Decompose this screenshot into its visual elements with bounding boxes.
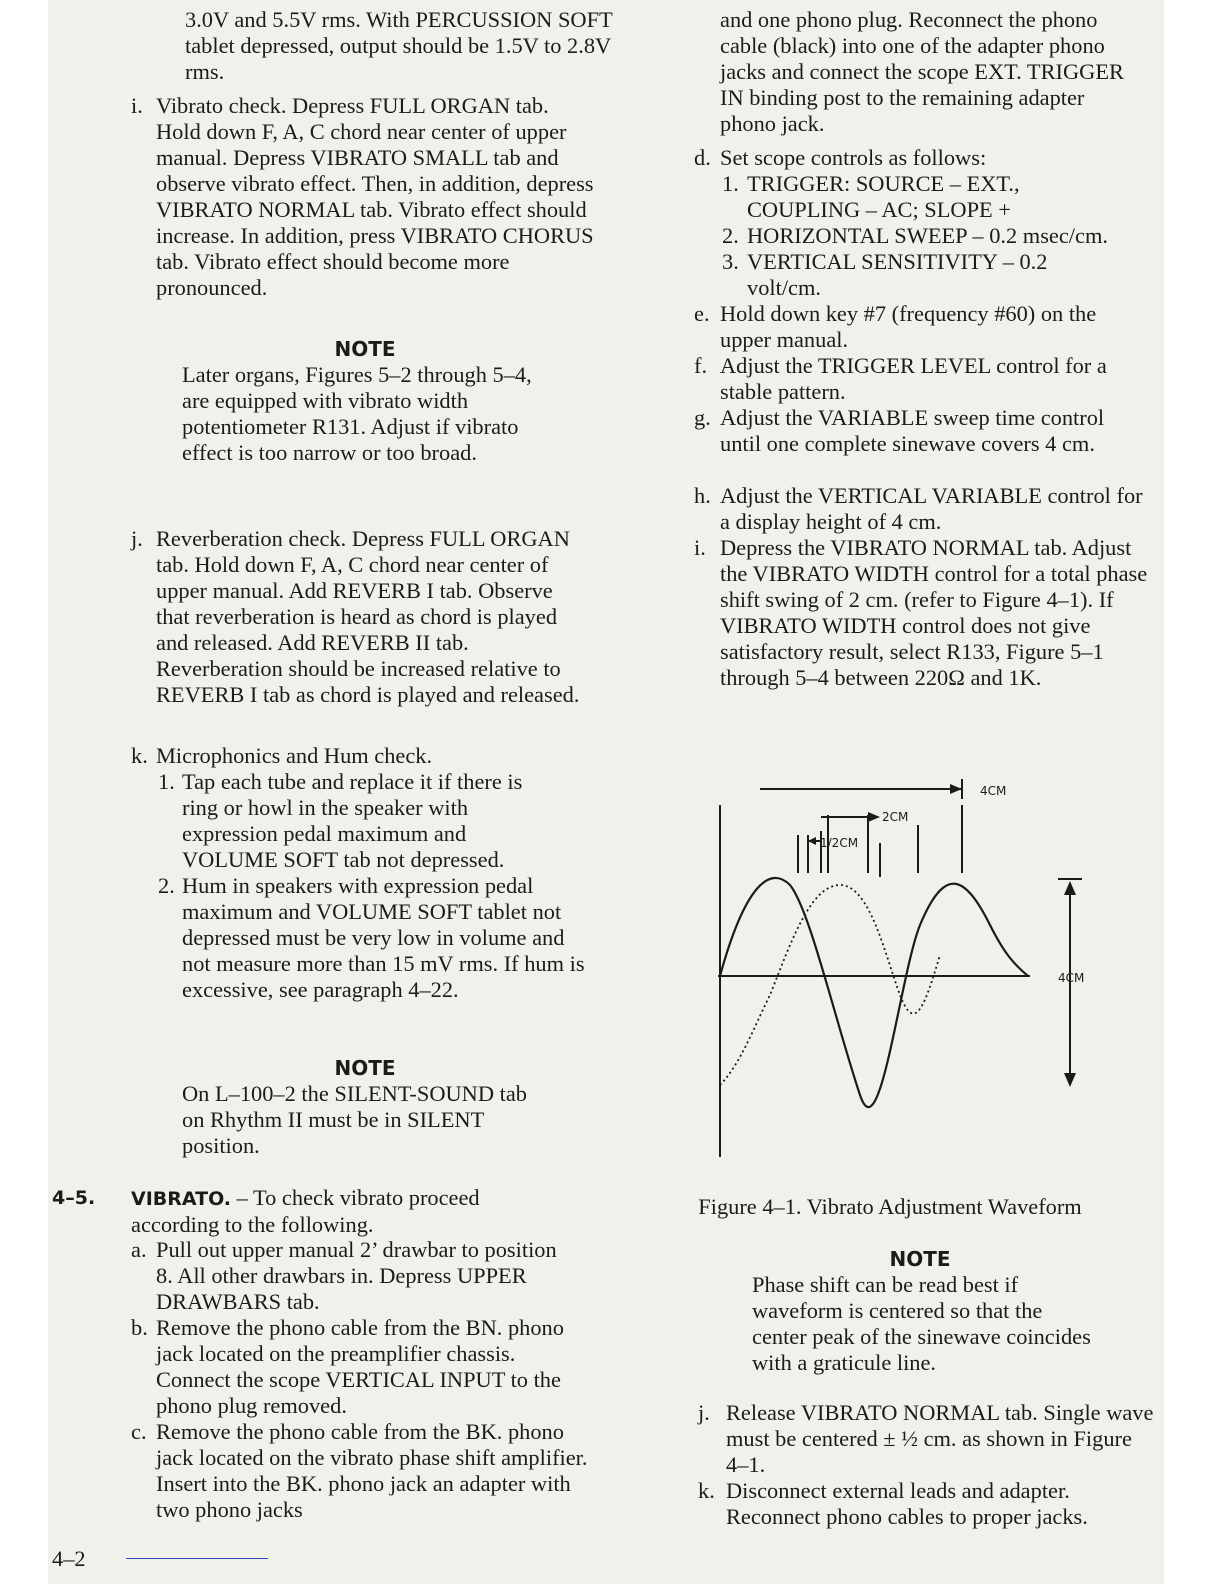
- step-5b-label: b.: [131, 1315, 148, 1340]
- step-i: [0, 93, 620, 336]
- left-column: [0, 7, 620, 1523]
- step-i-text: Vibrato check. Depress FULL ORGAN tab. Hold down F, A, C chord near center of upper manual. Depress VIBRATO SMALL tab and observe vibrato effect. Then, in addition, depress VIBRATO NORMAL tab. Vibrato effect should increase. In addition, press VIBRATO CHORUS tab. Vibrato effect should become more pronounced.: [156, 93, 594, 300]
- step-i-right: [610, 535, 1170, 717]
- step-5c-continuation: [610, 7, 1170, 145]
- step-j-label: j.: [131, 526, 143, 551]
- sinewave-shifted: [720, 885, 940, 1085]
- section-number: 4–5.: [52, 1187, 96, 1209]
- step-k2-text: Hum in speakers with expression pedal maximum and VOLUME SOFT tablet not depressed must be very low in volume and not measure more than 15 mV rms. If hum is excessive, see paragraph 4–22.: [182, 873, 585, 1002]
- note-2-text: On L–100–2 the SILENT-SOUND tab on Rhythm II must be in SILENT position.: [182, 1081, 527, 1158]
- step-5c-cont-text: and one phono plug. Reconnect the phono cable (black) into one of the adapter phono jacks and connect the scope EXT. TRIGGER IN binding post to the remaining adapter phono jack.: [720, 7, 1124, 136]
- step-e-text: Hold down key #7 (frequency #60) on the upper manual.: [720, 301, 1097, 352]
- step-j: [0, 526, 620, 743]
- step-k-text: Microphonics and Hum check.: [156, 743, 433, 768]
- label-4cm-side: 4CM: [1058, 971, 1085, 985]
- step-i-right-text: Depress the VIBRATO NORMAL tab. Adjust the VIBRATO WIDTH control for a total phase shift swing of 2 cm. (refer to Figure 4–1). If VIBRATO WIDTH control does not give satisfactory result, select R133, Figure 5–1 through 5–4 between 220Ω and 1K.: [720, 535, 1148, 690]
- step-d3-label: 3.: [722, 249, 739, 274]
- vibrato-waveform-figure: [700, 765, 1100, 1165]
- step-d: [610, 145, 1170, 171]
- step-d-text: Set scope controls as follows:: [720, 145, 987, 170]
- step-5a: [0, 1237, 620, 1315]
- section-4-5-heading: [0, 1185, 620, 1237]
- step-g-text: Adjust the VARIABLE sweep time control until one complete sinewave covers 4 cm.: [720, 405, 1105, 456]
- step-d2-label: 2.: [722, 223, 739, 248]
- step-k2-label: 2.: [158, 873, 175, 898]
- step-k-label: k.: [131, 743, 148, 768]
- step-5b-text: Remove the phono cable from the BN. phono jack located on the preamplifier chassis. Connect the scope VERTICAL INPUT to the phono plug removed.: [156, 1315, 564, 1418]
- step-j-right-text: Release VIBRATO NORMAL tab. Single wave must be centered ± ½ cm. as shown in Figure 4–1.: [726, 1400, 1154, 1477]
- step-d3-text: VERTICAL SENSITIVITY – 0.2 volt/cm.: [747, 249, 1048, 300]
- figure-caption: Figure 4–1. Vibrato Adjustment Waveform: [698, 1194, 1082, 1219]
- step-k2: [0, 873, 620, 1055]
- step-j-right-label: j.: [698, 1400, 710, 1425]
- step-f: [610, 353, 1170, 405]
- section-title: VIBRATO.: [131, 1188, 232, 1210]
- step-h-text: Adjust the VERTICAL VARIABLE control for a display height of 4 cm.: [720, 483, 1143, 534]
- step-d-label: d.: [694, 145, 711, 170]
- step-d2-text: HORIZONTAL SWEEP – 0.2 msec/cm.: [747, 223, 1108, 248]
- step-e: [610, 301, 1170, 353]
- note-3-heading: NOTE: [889, 1247, 951, 1271]
- footer-rule: [126, 1558, 268, 1559]
- label-4cm-top: 4CM: [980, 784, 1007, 798]
- step-f-label: f.: [694, 353, 708, 378]
- label-2cm: 2CM: [882, 810, 909, 824]
- note-2: [0, 1055, 620, 1185]
- step-k1-label: 1.: [158, 769, 175, 794]
- note-2-heading: NOTE: [334, 1056, 396, 1080]
- figure-caption-block: [610, 1194, 1170, 1220]
- note-1: [0, 336, 620, 526]
- step-e-label: e.: [694, 301, 710, 326]
- step-5c-label: c.: [131, 1419, 147, 1444]
- step-5a-text: Pull out upper manual 2’ drawbar to position 8. All other drawbars in. Depress UPPER DRAWBARS tab.: [156, 1237, 557, 1314]
- section-intro-text: – To check vibrato proceed according to the following.: [131, 1185, 480, 1237]
- page-number: 4–2: [52, 1546, 86, 1571]
- sinewave-solid: [720, 878, 1028, 1107]
- step-g-label: g.: [694, 405, 711, 430]
- step-k1-text: Tap each tube and replace it if there is ring or howl in the speaker with expression pedal maximum and VOLUME SOFT tab not depressed.: [182, 769, 523, 872]
- step-i-label: i.: [131, 93, 143, 118]
- step-k-right-text: Disconnect external leads and adapter. Reconnect phono cables to proper jacks.: [726, 1478, 1088, 1529]
- step-d2: [610, 223, 1170, 249]
- step-k1: [0, 769, 620, 873]
- step-d1-label: 1.: [722, 171, 739, 196]
- step-j-text: Reverberation check. Depress FULL ORGAN tab. Hold down F, A, C chord near center of upper manual. Add REVERB I tab. Observe that reverberation is heard as chord is played and released. Add REVERB II tab. Reverberation should be increased relative to REVERB I tab as chord is played and released.: [156, 526, 580, 707]
- step-5a-label: a.: [131, 1237, 147, 1262]
- step-5c-text: Remove the phono cable from the BK. phono jack located on the vibrato phase shift amplifier. Insert into the BK. phono jack an adapter with two phono jacks: [156, 1419, 588, 1522]
- step-h: [610, 483, 1170, 535]
- step-i-right-label: i.: [694, 535, 706, 560]
- step-d1: [610, 171, 1170, 223]
- step-k-right-label: k.: [698, 1478, 715, 1503]
- step-f-text: Adjust the TRIGGER LEVEL control for a stable pattern.: [720, 353, 1107, 404]
- step-h-text: 3.0V and 5.5V rms. With PERCUSSION SOFT tablet depressed, output should be 1.5V to 2.8V rms.: [185, 7, 613, 84]
- step-h-continuation: [0, 7, 620, 93]
- step-d1-text: TRIGGER: SOURCE – EXT., COUPLING – AC; SLOPE +: [747, 171, 1020, 222]
- right-column: [610, 7, 1170, 717]
- note-1-heading: NOTE: [334, 337, 396, 361]
- step-k: [0, 743, 620, 769]
- step-d3: [610, 249, 1170, 301]
- step-5b: [0, 1315, 620, 1419]
- step-h-label: h.: [694, 483, 711, 508]
- step-5c: [0, 1419, 620, 1523]
- step-g: [610, 405, 1170, 483]
- note-3-text: Phase shift can be read best if waveform is centered so that the center peak of the sinewave coincides with a graticule line.: [752, 1272, 1091, 1375]
- note-1-text: Later organs, Figures 5–2 through 5–4, are equipped with vibrato width potentiometer R131. Adjust if vibrato effect is too narrow or too broad.: [182, 362, 532, 465]
- label-half-cm: 1/2CM: [820, 836, 859, 850]
